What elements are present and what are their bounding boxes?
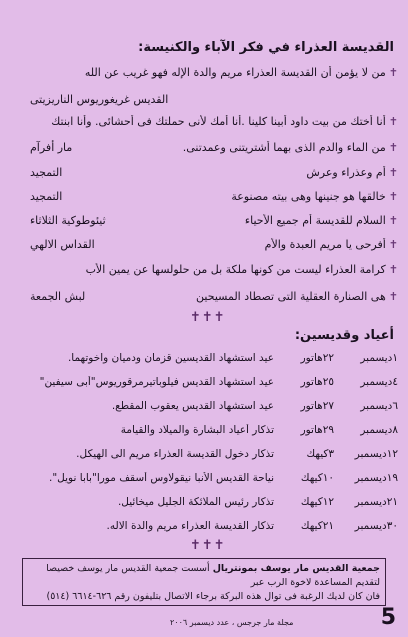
notice-text: أسست جمعية القديس مار يوسف خصيصا لتقديم المساعدة لاخوة الرب عبر (46, 563, 380, 588)
feast-row: ١ديسمبر ٢٢هاتور عيد استشهاد القديسين قزمان ودميان واخوتهما. (67, 352, 398, 364)
page-number: 5 (380, 605, 396, 630)
feast-row: ١٩ديسمبر ١٠كيهك نياحة القديس الأنبا نيقولاوس أسقف مورا"بابا نويل". (49, 472, 398, 484)
quote-line-6: ✝السلام للقديسة أم جميع الأحياء (244, 214, 398, 227)
cross-divider-icon: ✝✝✝ (190, 538, 226, 553)
quote-line-7: ✝أفرحى يا مريم العبدة والأم (264, 238, 398, 251)
quote-line-1: ✝من لا يؤمن أن القديسة العذراء مريم والدة الإله فهو غريب عن الله (84, 66, 398, 79)
section-title-virgin: القديسة العذراء في فكر الآباء والكنيسة: (138, 40, 394, 55)
attribution-gregory: القديس غريغوريوس الناريزيتى (30, 93, 169, 106)
cross-icon: ✝ (388, 290, 398, 303)
feast-row: ٨ديسمبر ٢٩هاتور تذكار أعياد البشارة والميلاد والقيامة (120, 424, 398, 436)
feast-row: ٤ديسمبر ٢٥هاتور عيد استشهاد القديس فيلوباتيرمرقوريوس"أبى سيفين" (39, 376, 398, 388)
quote-line-5: ✝خالقها هو جنينها وهى بيته مصنوعة (231, 190, 398, 203)
cross-icon: ✝ (388, 141, 398, 154)
feast-row: ٣٠ديسمبر ٢١كيهك تذكار القديسة العذراء مريم والدة الاله. (106, 520, 398, 532)
cross-icon: ✝ (388, 263, 398, 276)
attribution-tamgid-2: التمجيد (30, 190, 63, 203)
quote-line-8: ✝كرامة العذراء ليست من كونها ملكة بل من حلولسها عن يمين الأب (85, 263, 398, 276)
quote-line-3: ✝من الماء والدم الذى بهما أشتريتنى وعمدتنى. (182, 141, 398, 154)
attribution-theotokia: ثيئوطوكية الثلاثاء (30, 214, 106, 227)
attribution-liturgy: القداس الالهي (30, 238, 95, 251)
notice-title: جمعية القديس مار يوسف بمونتريال (212, 563, 380, 574)
cross-icon: ✝ (388, 66, 398, 79)
notice-box (22, 558, 386, 606)
attribution-ephrem: مار أفرآم (30, 141, 73, 154)
attribution-friday: لبش الجمعة (30, 290, 86, 303)
cross-divider-icon: ✝✝✝ (190, 310, 226, 325)
cross-icon: ✝ (388, 166, 398, 179)
section-title-feasts: أعياد وقديسين: (294, 328, 394, 343)
feast-row: ٢١ديسمبر ١٢كيهك تذكار رئيس الملائكة الجليل ميخائيل. (117, 496, 398, 508)
feast-row: ١٢ديسمبر ٣كيهك تذكار دخول القديسة العذراء مريم الى الهيكل. (76, 448, 398, 460)
footer-credit: مجلة مار جرجس ، عدد ديسمبر ٢٠٠٦ (170, 618, 294, 627)
cross-icon: ✝ (388, 190, 398, 203)
feast-row: ٦ديسمبر ٢٧هاتور عيد استشهاد القديس يعقوب المقطع. (111, 400, 398, 412)
cross-icon: ✝ (388, 115, 398, 128)
quote-line-2: ✝أنا أختك من بيت داود أبينا كلينا .أنا أمك لأنى حملتك فى أحشائى. وأنا ابنتك (51, 115, 398, 128)
cross-icon: ✝ (388, 214, 398, 227)
quote-line-4: ✝أم وعذراء وعرش (306, 166, 398, 179)
notice-contact: فان كان لديك الرغبة فى توال هذه البركة برجاء الاتصال بتليفون رقم ٦٢٦-٦٦١٤ (٥١٤) (46, 591, 380, 602)
quote-line-9: ✝هى الصنارة العقلية التى تصطاد المسيحين (196, 290, 398, 303)
attribution-tamgid-1: التمجيد (30, 166, 63, 179)
cross-icon: ✝ (388, 238, 398, 251)
